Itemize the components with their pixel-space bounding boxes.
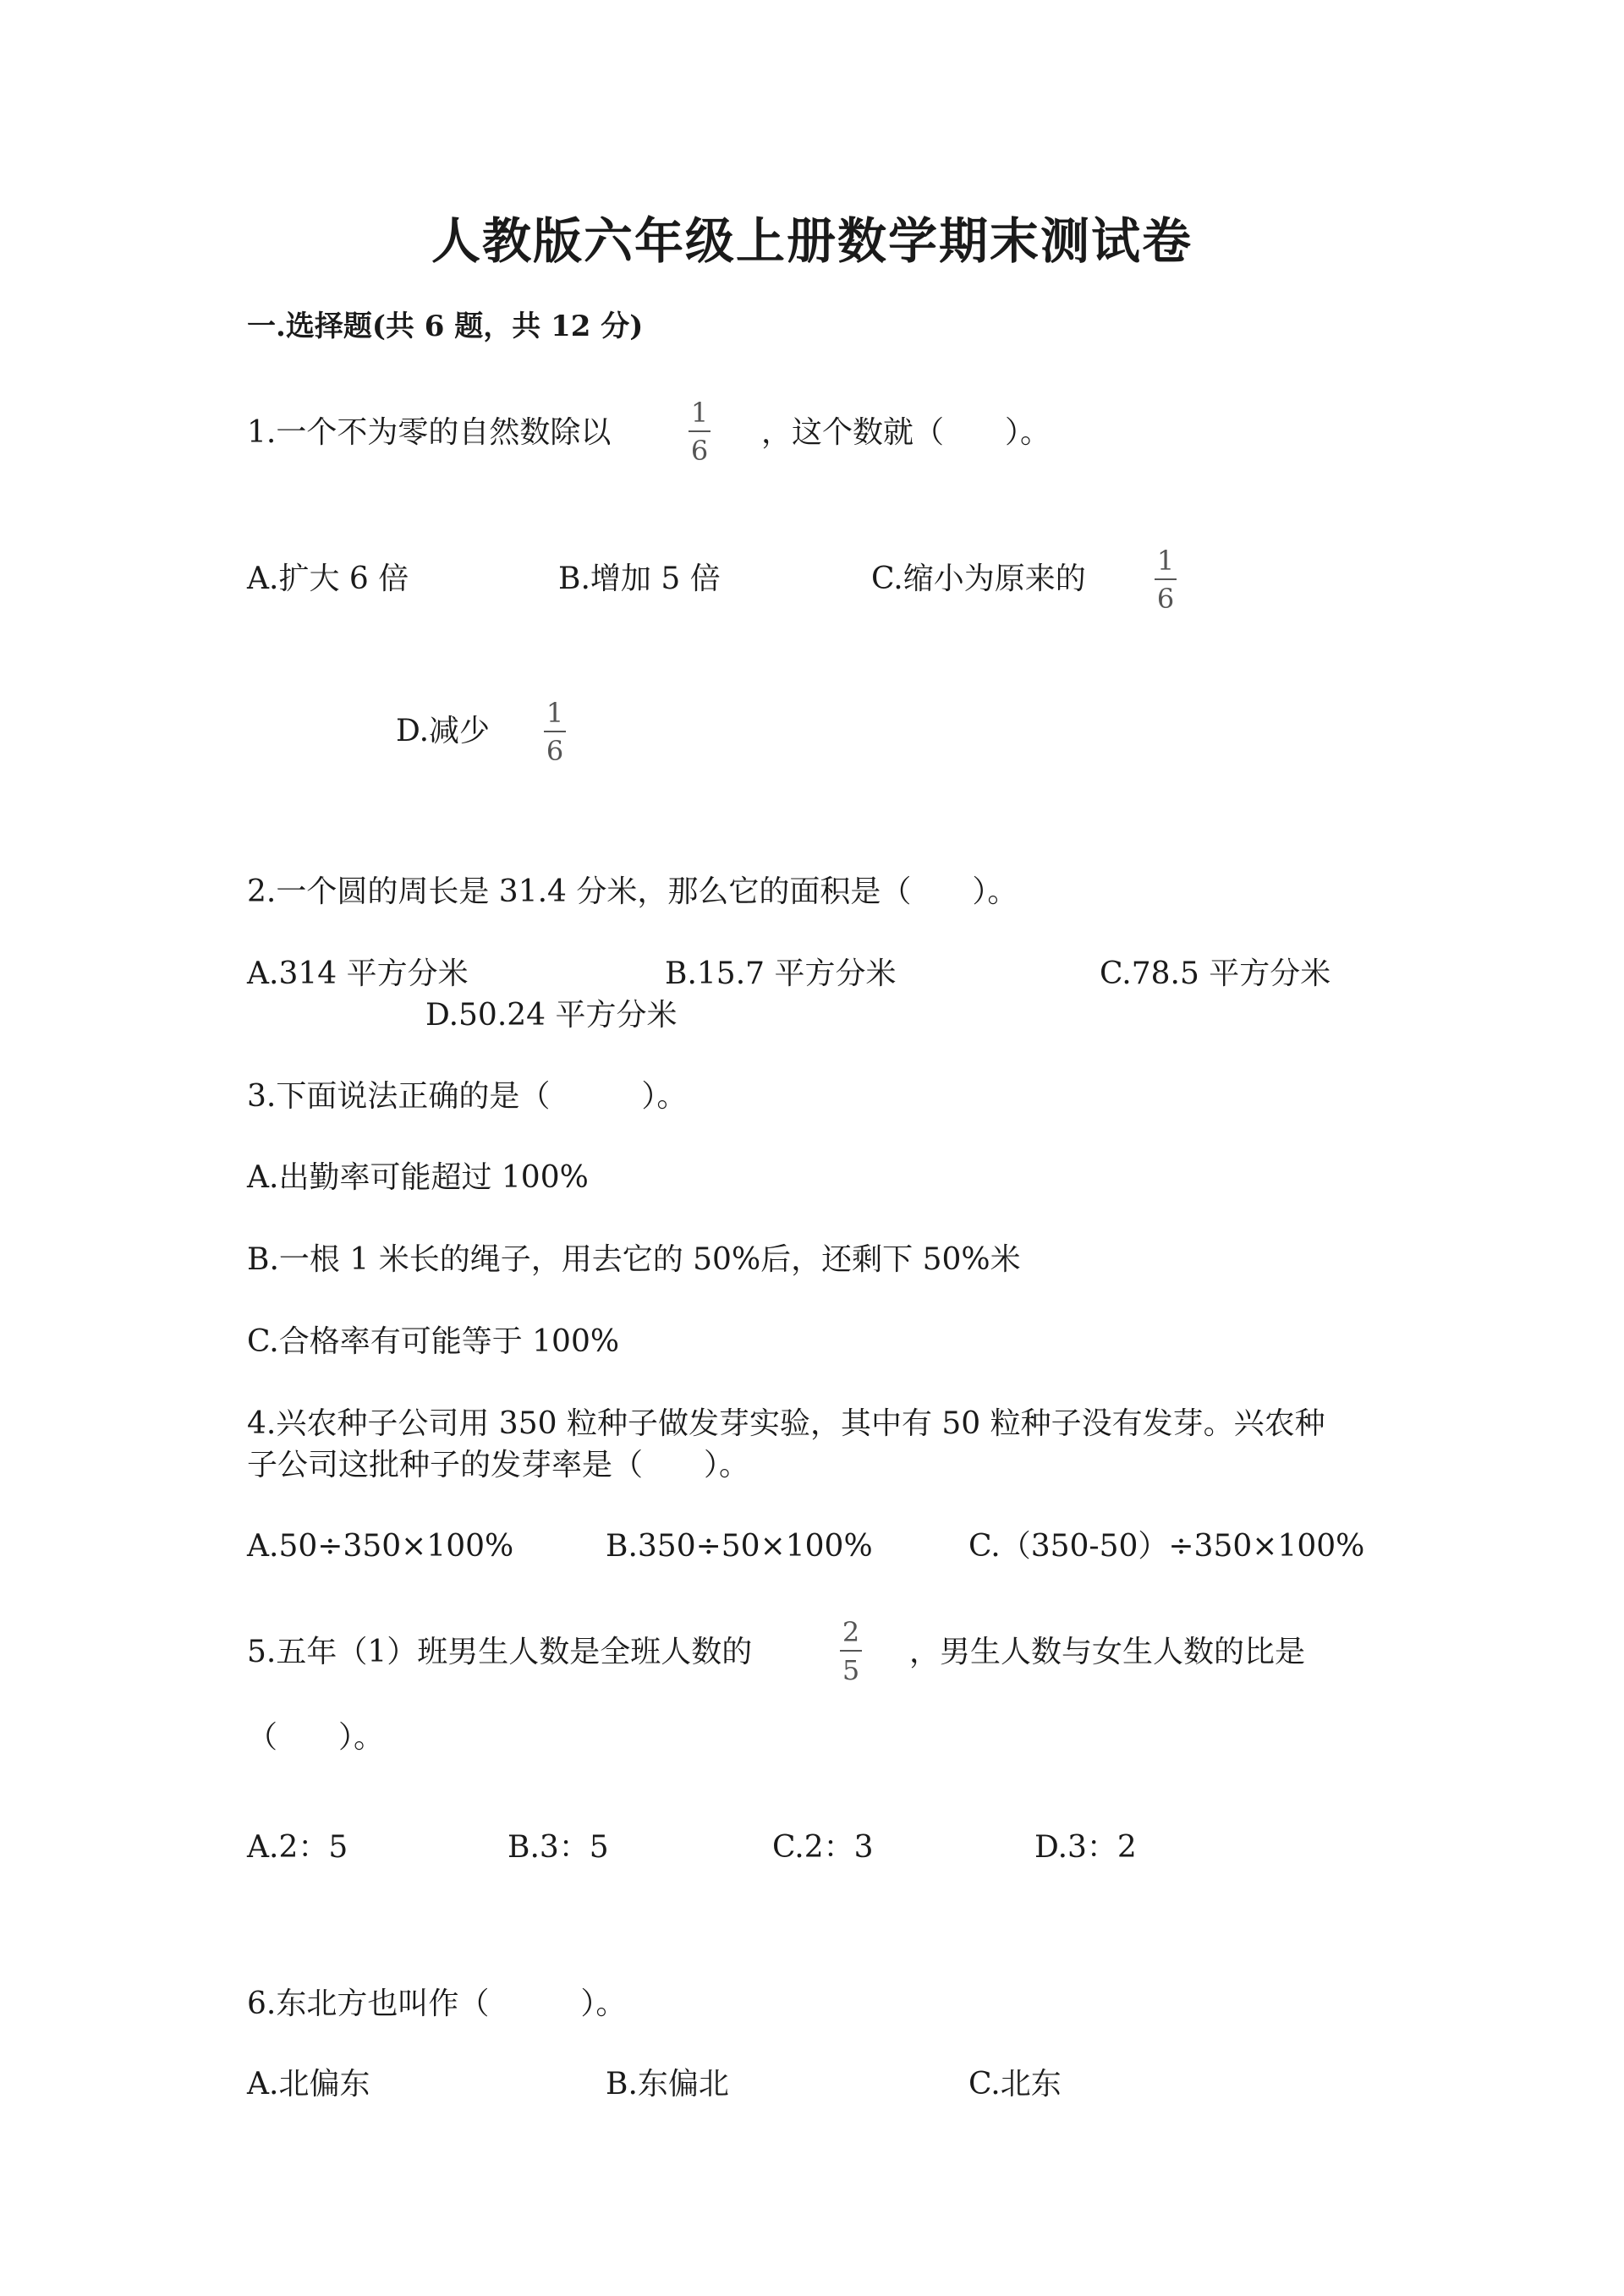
q3-option-c: C.合格率有可能等于 100% — [247, 1324, 620, 1359]
q6-option-b: B.东偏北 — [606, 2067, 729, 2101]
q1-option-a: A.扩大 6 倍 — [247, 562, 409, 596]
fraction-denominator: 6 — [690, 435, 709, 467]
q2-option-d: D.50.24 平方分米 — [425, 998, 678, 1033]
q5-option-b: B.3：5 — [508, 1830, 609, 1865]
fraction-bar — [689, 430, 710, 432]
q5-option-c: C.2：3 — [772, 1830, 874, 1865]
q5-stem-line2: （ ）。 — [247, 1720, 385, 1755]
fraction-bar — [1155, 578, 1177, 580]
fraction-denominator: 5 — [842, 1654, 860, 1686]
q5-option-d: D.3：2 — [1034, 1830, 1137, 1865]
fraction-denominator: 6 — [546, 735, 564, 767]
q6-stem: 6.东北方也叫作（ ）。 — [247, 1986, 627, 2021]
fraction-numerator: 2 — [842, 1616, 860, 1648]
q5-stem-part2: ，男生人数与女生人数的比是 — [909, 1635, 1306, 1669]
q1-fraction — [689, 397, 710, 466]
q4-option-c: C.（350-50）÷350×100% — [968, 1529, 1365, 1564]
fraction-numerator: 1 — [546, 697, 564, 729]
q3-stem: 3.下面说法正确的是（ ）。 — [247, 1079, 688, 1114]
q1-option-d-fraction — [544, 698, 566, 766]
q3-option-a: A.出勤率可能超过 100% — [247, 1160, 589, 1195]
q2-option-b: B.15.7 平方分米 — [665, 956, 897, 991]
q2-option-c: C.78.5 平方分米 — [1100, 956, 1331, 991]
q4-stem-line2: 子公司这批种子的发芽率是（ ）。 — [247, 1448, 750, 1482]
q2-stem: 2.一个圆的周长是 31.4 分米，那么它的面积是（ ）。 — [247, 874, 1018, 909]
q1-option-c: C.缩小为原来的 — [871, 562, 1086, 596]
q4-stem-line1: 4.兴农种子公司用 350 粒种子做发芽实验，其中有 50 粒种子没有发芽。兴农种 — [247, 1406, 1325, 1441]
q1-option-d: D.减少 — [396, 714, 491, 748]
q6-option-c: C.北东 — [968, 2067, 1062, 2101]
q5-fraction — [840, 1617, 862, 1685]
q5-option-a: A.2：5 — [247, 1830, 348, 1865]
fraction-bar — [544, 731, 566, 732]
fraction-numerator: 1 — [690, 397, 709, 429]
section-heading: 一.选择题(共 6 题，共 12 分) — [247, 310, 644, 343]
q3-option-b: B.一根 1 米长的绳子，用去它的 50%后，还剩下 50%米 — [247, 1242, 1021, 1277]
q1-stem-part1: 1.一个不为零的自然数除以 — [247, 415, 612, 450]
q6-option-a: A.北偏东 — [247, 2067, 370, 2101]
q1-option-b: B.增加 5 倍 — [558, 562, 721, 596]
q4-option-b: B.350÷50×100% — [606, 1529, 873, 1564]
fraction-denominator: 6 — [1156, 583, 1175, 615]
q5-stem-part1: 5.五年（1）班男生人数是全班人数的 — [247, 1635, 753, 1669]
q1-stem-part2: ，这个数就（ ）。 — [761, 415, 1051, 450]
page-title: 人教版六年级上册数学期末测试卷 — [431, 212, 1193, 270]
q2-option-a: A.314 平方分米 — [247, 956, 469, 991]
fraction-numerator: 1 — [1156, 545, 1175, 577]
q4-option-a: A.50÷350×100% — [247, 1529, 514, 1564]
fraction-bar — [840, 1650, 862, 1652]
q1-option-c-fraction — [1155, 545, 1177, 614]
